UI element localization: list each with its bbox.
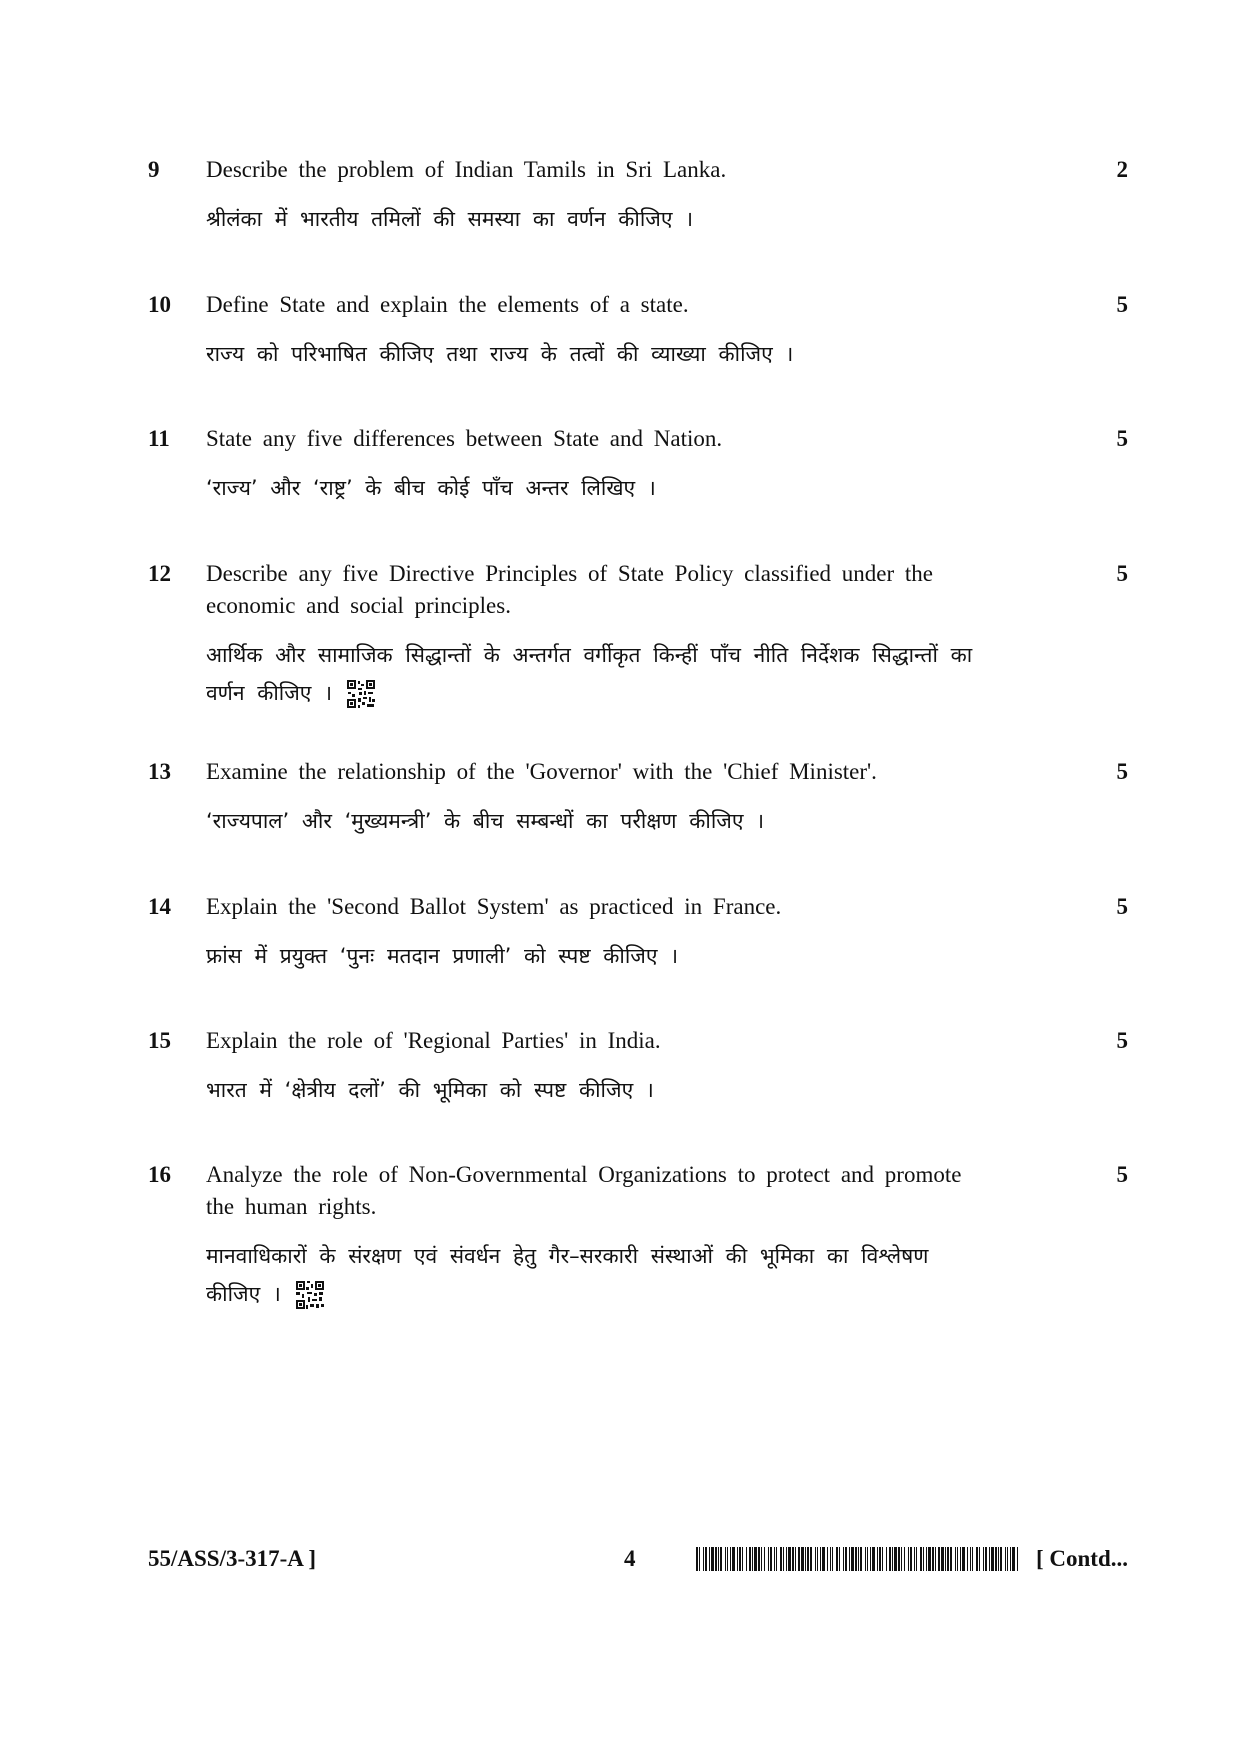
- question-text-english: Describe the problem of Indian Tamils in Sri Lanka.: [206, 157, 727, 182]
- question-marks: 5: [1116, 292, 1128, 317]
- question-marks: 5: [1116, 759, 1128, 784]
- question-body: [206, 756, 1006, 840]
- barcode-icon: [696, 1547, 1018, 1571]
- question-number: 10: [148, 292, 171, 317]
- question-number: 12: [148, 561, 171, 586]
- question-text-hindi: ‘राज्य’ और ‘राष्ट्र’ के बीच कोई पाँच अन्तर लिखिए ।: [206, 476, 656, 500]
- question-text-english: Explain the role of 'Regional Parties' in India.: [206, 1028, 661, 1053]
- question-marks: 5: [1116, 561, 1128, 586]
- question-body: [206, 558, 1006, 712]
- question-body: [206, 1159, 966, 1313]
- question-marks: 2: [1116, 157, 1128, 182]
- question-text-hindi-content: आर्थिक और सामाजिक सिद्धान्तों के अन्तर्गत वर्गीकृत किन्हीं पाँच नीति निर्देशक सिद्धान्तों का वर्णन कीजिए ।: [206, 643, 973, 705]
- question-number: 9: [148, 157, 160, 182]
- question-text-hindi: फ्रांस में प्रयुक्त ‘पुनः मतदान प्रणाली’ को स्पष्ट कीजिए ।: [206, 944, 679, 968]
- page-footer: [148, 1543, 1128, 1575]
- question-text-hindi-content: मानवाधिकारों के संरक्षण एवं संवर्धन हेतु गैर–सरकारी संस्थाओं की भूमिका का विश्लेषण कीजिए ।: [206, 1244, 929, 1306]
- question-text-hindi: भारत में ‘क्षेत्रीय दलों’ की भूमिका को स्पष्ट कीजिए ।: [206, 1078, 654, 1102]
- question-marks: 5: [1116, 426, 1128, 451]
- question-marks: 5: [1116, 894, 1128, 919]
- question-text-english: Examine the relationship of the 'Governor' with the 'Chief Minister'.: [206, 759, 877, 784]
- qr-code-icon: [346, 679, 376, 709]
- page-number: 4: [624, 1546, 636, 1571]
- question-marks: 5: [1116, 1162, 1128, 1187]
- paper-code: 55/ASS/3-317-A ]: [148, 1546, 317, 1571]
- question-body: [206, 423, 1006, 507]
- question-number: 16: [148, 1162, 171, 1187]
- question-body: [206, 289, 1006, 373]
- question-number: 11: [148, 426, 170, 451]
- question-text-english: Define State and explain the elements of a state.: [206, 292, 689, 317]
- question-number: 15: [148, 1028, 171, 1053]
- question-text-english: Analyze the role of Non-Governmental Organizations to protect and promote the human rights.: [206, 1162, 962, 1219]
- question-text-hindi: [206, 1237, 966, 1313]
- question-body: [206, 154, 1006, 238]
- question-number: 14: [148, 894, 171, 919]
- question-number: 13: [148, 759, 171, 784]
- question-text-hindi: राज्य को परिभाषित कीजिए तथा राज्य के तत्वों की व्याख्या कीजिए ।: [206, 342, 794, 366]
- qr-code-icon: [295, 1280, 325, 1310]
- question-body: [206, 891, 1006, 975]
- question-text-english: Explain the 'Second Ballot System' as practiced in France.: [206, 894, 782, 919]
- question-body: [206, 1025, 1006, 1109]
- question-text-english: Describe any five Directive Principles of State Policy classified under the economic and social principles.: [206, 561, 934, 618]
- question-text-hindi: ‘राज्यपाल’ और ‘मुख्यमन्त्री’ के बीच सम्बन्धों का परीक्षण कीजिए ।: [206, 809, 765, 833]
- question-text-hindi: श्रीलंका में भारतीय तमिलों की समस्या का वर्णन कीजिए ।: [206, 207, 694, 231]
- question-marks: 5: [1116, 1028, 1128, 1053]
- question-text-english: State any five differences between State and Nation.: [206, 426, 723, 451]
- continued-label: [ Contd...: [1035, 1546, 1128, 1571]
- question-text-hindi: [206, 636, 1006, 712]
